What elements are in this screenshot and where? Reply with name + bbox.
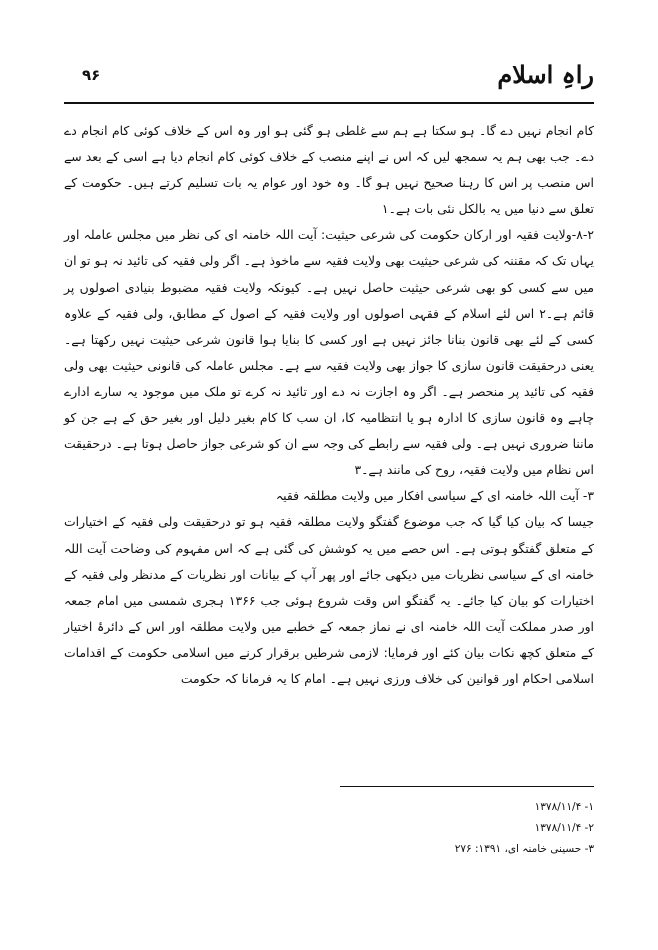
footnote-divider <box>340 786 594 787</box>
paragraph-3: جیسا کہ بیان کیا گیا کہ جب موضوع گفتگو ولایت مطلقہ فقیہ ہو تو درحقیقت ولی فقیہ کے اختیارات کے متعلق گفتگو ہوتی ہے۔ اس حصے میں یہ کوشش کی گئی ہے کہ اس مفہوم کی وضاحت آیت اللہ خامنہ ای کے سیاسی نظریات میں دیکھی جائے اور پھر آپ کے بیانات اور نظریات کے مدنظر ولی فقیہ کے اختیارات کو بیان کیا جائے۔ یہ گفتگو اس وقت شروع ہوئی جب ۱۳۶۶ ہجری شمسی میں امام جمعہ اور صدر مملکت آیت اللہ خامنہ ای نے نماز جمعہ کے خطبے میں ولایت مطلقہ اور اس کے دائرۂ اختیار کے متعلق کچھ نکات بیان کئے اور فرمایا: لازمی شرطیں برقرار کرنے میں اسلامی حکومت کے اقدامات اسلامی احکام اور قوانین کی خلاف ورزی نہیں ہے۔ امام کا یہ فرمانا کہ حکومت <box>64 514 594 686</box>
journal-logo: راہِ اسلام <box>497 60 594 89</box>
page-number: ۹۶ <box>82 66 101 84</box>
footnote-2: ۲- ۱۳۷۸/۱۱/۴ <box>534 822 594 834</box>
header-divider <box>64 102 594 104</box>
page-header <box>64 60 594 100</box>
section-heading: ۳- آیت اللہ خامنہ ای کے سیاسی افکار میں ولایت مطلقہ فقیہ <box>275 488 594 504</box>
footnote-1: ۱- ۱۳۷۸/۱۱/۴ <box>534 801 594 813</box>
footnote-3: ۳- حسینی خامنہ ای، ۱۳۹۱: ۲۷۶ <box>454 843 594 855</box>
paragraph-2: ۸-۲-ولایت فقیہ اور ارکان حکومت کی شرعی حیثیت: آیت اللہ خامنہ ای کی نظر میں مجلس عاملہ اور یہاں تک کہ مقننہ کی شرعی حیثیت بھی ولایت فقیہ سے ماخوذ ہے۔ اگر ولی فقیہ کی تائید نہ ہو تو ان میں سے کسی کو بھی شرعی حیثیت حاصل نہیں ہے۔ کیونکہ ولایت فقیہ مضبوط بنیادی اصولوں پر قائم ہے۔۲ اس لئے اسلام کے فقہی اصولوں اور ولایت فقیہ کے اصول کے مطابق، ولی فقیہ کے علاوہ کسی کے لئے بھی قانون بنانا جائز نہیں ہے اور کسی کا بنایا ہوا قانون شرعی حیثیت نہیں رکھتا ہے۔ یعنی درحقیقت قانون سازی کا جواز بھی ولایت فقیہ سے ہے۔ مجلس عاملہ کی قانونی حیثیت بھی ولی فقیہ کی تائید پر منحصر ہے۔ اگر وہ اجازت نہ دے اور تائید نہ کرے تو ملک میں موجود یہ سارے ادارے چاہے وہ قانون سازی کا ادارہ ہو یا انتظامیہ کا، ان سب کا کام بغیر دلیل اور بغیر حق کے ہے جن کو ماننا ضروری نہیں ہے۔ ولی فقیہ سے رابطے کی وجہ سے ان کو شرعی جواز حاصل ہوتا ہے۔ درحقیقت اس نظام میں ولایت فقیہ، روح کی مانند ہے۔۳ <box>64 227 594 478</box>
main-text <box>64 118 594 692</box>
paragraph-1: کام انجام نہیں دے گا۔ ہو سکتا ہے ہم سے غلطی ہو گئی ہو اور وہ اس کے خلاف کوئی کام انجام دے دے۔ جب بھی ہم یہ سمجھ لیں کہ اس نے اپنے منصب کے خلاف کوئی کام انجام دیا ہے اسی کے بعد سے اس منصب پر اس کا رہنا صحیح نہیں ہو گا۔ وہ خود اور عوام یہ بات تسلیم کرتے ہیں۔ حکومت کے تعلق سے دنیا میں یہ بالکل نئی بات ہے۔۱ <box>64 123 594 217</box>
footnotes <box>300 797 594 860</box>
